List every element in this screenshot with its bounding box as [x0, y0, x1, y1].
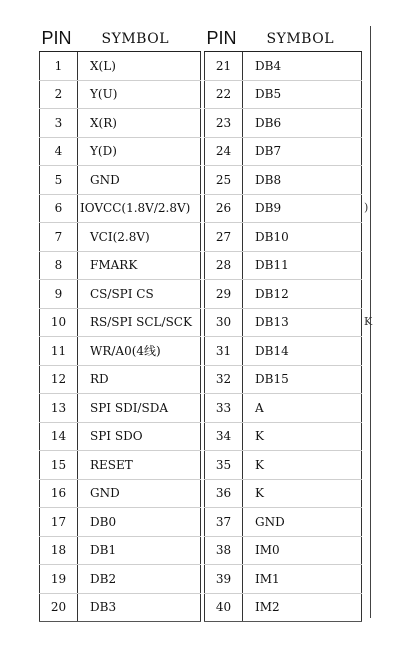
- table-row: [40, 251, 201, 280]
- table-row: [40, 422, 201, 451]
- pin-number-cell: 30: [205, 308, 243, 337]
- symbol-cell: X(L): [78, 52, 201, 81]
- pin-number-cell: 9: [40, 280, 78, 309]
- symbol-cell: RD: [78, 365, 201, 394]
- table-row: [205, 536, 362, 565]
- table-row: [40, 451, 201, 480]
- pin-table-left-body: [40, 52, 201, 622]
- pin-number-cell: 13: [40, 394, 78, 423]
- table-row: [40, 194, 201, 223]
- symbol-cell: DB5: [243, 80, 362, 109]
- symbol-cell: K: [243, 479, 362, 508]
- symbol-cell: GND: [78, 479, 201, 508]
- table-row: [205, 194, 362, 223]
- pin-number-cell: 29: [205, 280, 243, 309]
- pin-number-cell: 21: [205, 52, 243, 81]
- pin-number-cell: 4: [40, 137, 78, 166]
- table-row: [40, 479, 201, 508]
- pin-number-cell: 32: [205, 365, 243, 394]
- symbol-cell: DB1: [78, 536, 201, 565]
- table-row: [40, 52, 201, 81]
- table-row: [40, 536, 201, 565]
- table-row: [205, 109, 362, 138]
- symbol-cell: IM0: [243, 536, 362, 565]
- pin-number-cell: 39: [205, 565, 243, 594]
- table-row: [205, 394, 362, 423]
- table-row: [205, 565, 362, 594]
- symbol-cell: GND: [243, 508, 362, 537]
- table-row: [205, 593, 362, 622]
- symbol-cell: DB10: [243, 223, 362, 252]
- pin-number-cell: 40: [205, 593, 243, 622]
- symbol-cell: GND: [78, 166, 201, 195]
- table-row: [205, 80, 362, 109]
- symbol-cell: IOVCC(1.8V/2.8V): [78, 194, 201, 223]
- table-row: [40, 137, 201, 166]
- table-header-row: [205, 26, 362, 52]
- table-row: [205, 422, 362, 451]
- table-row: [205, 52, 362, 81]
- symbol-cell: DB9: [243, 194, 362, 223]
- pin-number-cell: 16: [40, 479, 78, 508]
- table-row: [205, 280, 362, 309]
- symbol-cell: RESET: [78, 451, 201, 480]
- pin-number-cell: 20: [40, 593, 78, 622]
- pin-number-cell: 34: [205, 422, 243, 451]
- symbol-cell: K: [243, 422, 362, 451]
- table-row: [205, 166, 362, 195]
- table-row: [205, 508, 362, 537]
- table-row: [40, 508, 201, 537]
- symbol-cell: FMARK: [78, 251, 201, 280]
- pin-number-cell: 25: [205, 166, 243, 195]
- pin-number-cell: 36: [205, 479, 243, 508]
- symbol-cell: IM2: [243, 593, 362, 622]
- symbol-cell: IM1: [243, 565, 362, 594]
- table-row: [205, 223, 362, 252]
- pin-number-cell: 3: [40, 109, 78, 138]
- pin-number-cell: 1: [40, 52, 78, 81]
- table-row: [40, 166, 201, 195]
- table-row: [40, 565, 201, 594]
- symbol-cell: DB15: [243, 365, 362, 394]
- pin-number-cell: 2: [40, 80, 78, 109]
- pin-number-cell: 24: [205, 137, 243, 166]
- pin-number-cell: 18: [40, 536, 78, 565]
- table-row: [205, 337, 362, 366]
- table-row: [40, 394, 201, 423]
- symbol-cell: SPI SDI/SDA: [78, 394, 201, 423]
- symbol-cell: DB3: [78, 593, 201, 622]
- table-row: [40, 593, 201, 622]
- symbol-cell: CS/SPI CS: [78, 280, 201, 309]
- table-row: [40, 223, 201, 252]
- pin-number-cell: 19: [40, 565, 78, 594]
- symbol-cell: DB8: [243, 166, 362, 195]
- pin-number-cell: 5: [40, 166, 78, 195]
- table-row: [40, 109, 201, 138]
- pin-number-cell: 37: [205, 508, 243, 537]
- symbol-cell: DB2: [78, 565, 201, 594]
- pin-number-cell: 28: [205, 251, 243, 280]
- symbol-cell: Y(D): [78, 137, 201, 166]
- table-row: [205, 365, 362, 394]
- symbol-cell: K: [243, 451, 362, 480]
- symbol-column-header: SYMBOL: [243, 26, 362, 52]
- pin-number-cell: 11: [40, 337, 78, 366]
- symbol-cell: X(R): [78, 109, 201, 138]
- table-row: [205, 308, 362, 337]
- symbol-cell: A: [243, 394, 362, 423]
- pin-column-header: PIN: [40, 26, 78, 52]
- symbol-cell: DB13: [243, 308, 362, 337]
- symbol-cell: DB14: [243, 337, 362, 366]
- table-row: [205, 451, 362, 480]
- symbol-cell: SPI SDO: [78, 422, 201, 451]
- pin-number-cell: 12: [40, 365, 78, 394]
- pin-number-cell: 8: [40, 251, 78, 280]
- edge-fragment: K: [364, 315, 373, 328]
- table-row: [40, 365, 201, 394]
- symbol-column-header: SYMBOL: [78, 26, 201, 52]
- pin-number-cell: 33: [205, 394, 243, 423]
- symbol-cell: DB6: [243, 109, 362, 138]
- symbol-cell: DB4: [243, 52, 362, 81]
- pin-table-right-body: [205, 52, 362, 622]
- table-header-row: [40, 26, 201, 52]
- pin-number-cell: 35: [205, 451, 243, 480]
- pin-number-cell: 22: [205, 80, 243, 109]
- pin-number-cell: 17: [40, 508, 78, 537]
- pin-number-cell: 7: [40, 223, 78, 252]
- table-row: [205, 251, 362, 280]
- symbol-cell: VCI(2.8V): [78, 223, 201, 252]
- table-row: [40, 280, 201, 309]
- symbol-cell: DB0: [78, 508, 201, 537]
- table-row: [205, 479, 362, 508]
- pin-number-cell: 27: [205, 223, 243, 252]
- symbol-cell: RS/SPI SCL/SCK: [78, 308, 201, 337]
- pin-number-cell: 31: [205, 337, 243, 366]
- symbol-cell: DB11: [243, 251, 362, 280]
- table-row: [40, 80, 201, 109]
- pin-number-cell: 23: [205, 109, 243, 138]
- pin-number-cell: 10: [40, 308, 78, 337]
- pin-number-cell: 15: [40, 451, 78, 480]
- pin-number-cell: 6: [40, 194, 78, 223]
- table-row: [40, 337, 201, 366]
- pin-table-right: [204, 26, 362, 622]
- pin-number-cell: 14: [40, 422, 78, 451]
- edge-fragment: ): [364, 201, 369, 214]
- pin-number-cell: 38: [205, 536, 243, 565]
- symbol-cell: Y(U): [78, 80, 201, 109]
- pin-column-header: PIN: [205, 26, 243, 52]
- table-row: [205, 137, 362, 166]
- symbol-cell: DB7: [243, 137, 362, 166]
- symbol-cell: DB12: [243, 280, 362, 309]
- pin-table-left: [39, 26, 201, 622]
- symbol-cell: WR/A0(4线): [78, 337, 201, 366]
- table-row: [40, 308, 201, 337]
- pin-number-cell: 26: [205, 194, 243, 223]
